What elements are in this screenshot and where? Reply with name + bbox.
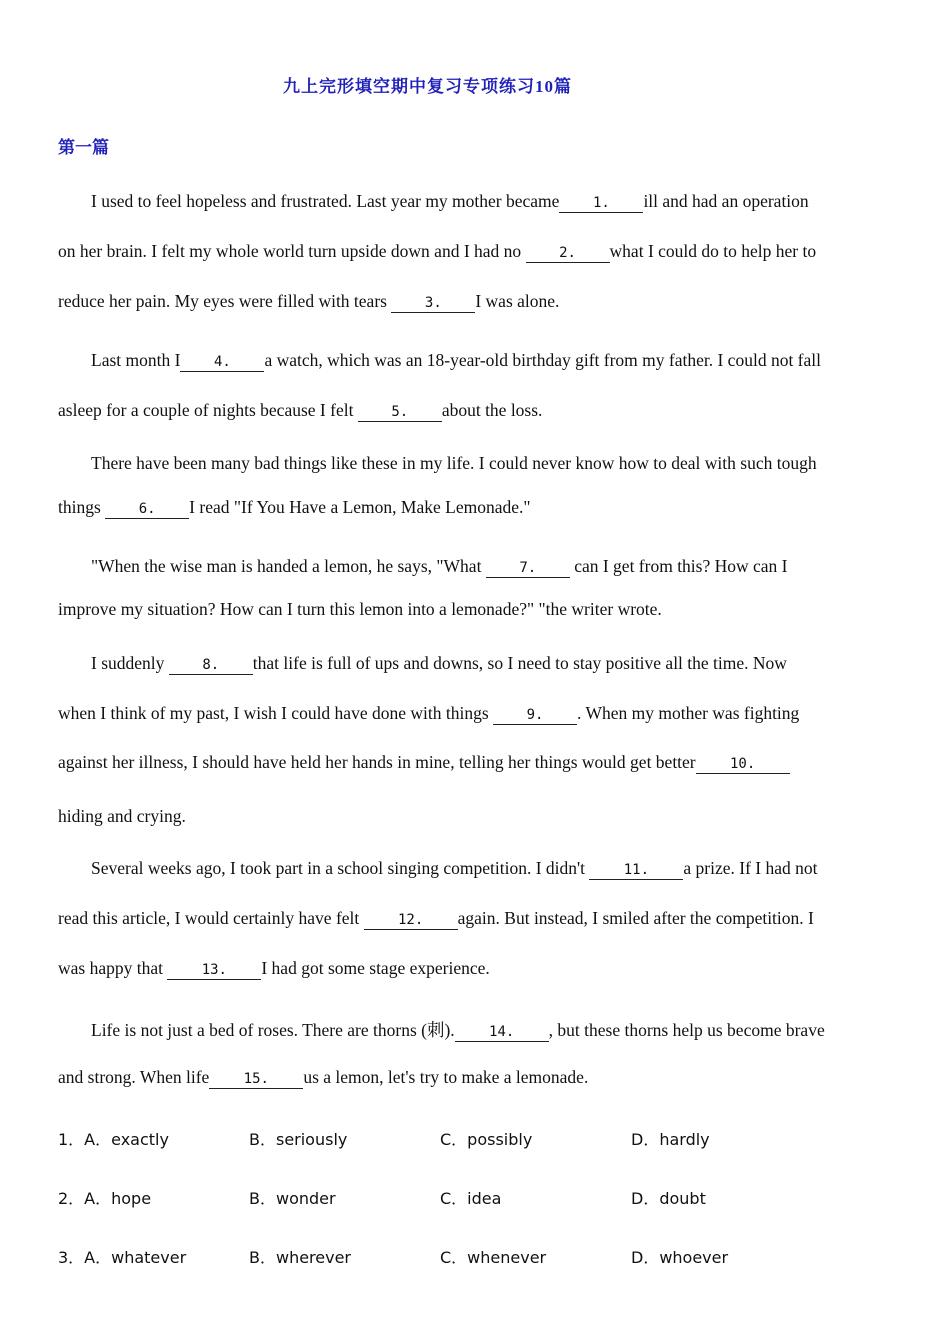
text: . When my mother was fighting bbox=[577, 703, 800, 723]
passage-line bbox=[91, 1017, 825, 1042]
passage-line bbox=[91, 556, 788, 578]
text: can I get from this? How can I bbox=[569, 556, 788, 576]
text: Life is not just a bed of roses. There are thorns (刺). bbox=[91, 1020, 455, 1040]
text: what I could do to help her to bbox=[609, 241, 817, 261]
blank-1[interactable]: 1. bbox=[559, 194, 643, 213]
text: I had got some stage experience. bbox=[261, 958, 490, 978]
passage-line: There have been many bad things like these in my life. I could never know how to deal with such tough bbox=[91, 453, 817, 473]
option-a[interactable]: 3．A．whatever bbox=[58, 1248, 187, 1267]
option-b[interactable]: B．wonder bbox=[249, 1189, 336, 1208]
option-b[interactable]: B．wherever bbox=[249, 1248, 352, 1267]
text: Last month I bbox=[91, 350, 181, 370]
text: us a lemon, let's try to make a lemonade. bbox=[303, 1067, 589, 1087]
text: I was alone. bbox=[475, 291, 560, 311]
text: again. But instead, I smiled after the competition. I bbox=[457, 908, 814, 928]
passage-line bbox=[91, 350, 821, 372]
text: when I think of my past, I wish I could have done with things bbox=[58, 703, 494, 723]
text: asleep for a couple of nights because I felt bbox=[58, 400, 358, 420]
passage-line bbox=[58, 752, 790, 774]
blank-5[interactable]: 5. bbox=[358, 403, 442, 422]
text: I read "If You Have a Lemon, Make Lemonade." bbox=[189, 497, 531, 517]
passage-line bbox=[91, 191, 809, 213]
text: Several weeks ago, I took part in a school singing competition. I didn't bbox=[91, 858, 590, 878]
text: I suddenly bbox=[91, 653, 169, 673]
passage-line bbox=[58, 291, 559, 313]
passage-line bbox=[58, 908, 814, 930]
text: about the loss. bbox=[441, 400, 543, 420]
blank-15[interactable]: 15. bbox=[209, 1070, 303, 1089]
blank-7[interactable]: 7. bbox=[486, 559, 570, 578]
text: , but these thorns help us become brave bbox=[548, 1020, 825, 1040]
text: ill and had an operation bbox=[643, 191, 809, 211]
text: I used to feel hopeless and frustrated. Last year my mother became bbox=[91, 191, 560, 211]
passage-line bbox=[58, 1067, 588, 1089]
option-c[interactable]: C．idea bbox=[440, 1189, 502, 1208]
blank-11[interactable]: 11. bbox=[589, 861, 683, 880]
option-d[interactable]: D．hardly bbox=[631, 1130, 710, 1149]
text: a watch, which was an 18-year-old birthday gift from my father. I could not fall bbox=[264, 350, 821, 370]
option-c[interactable]: C．possibly bbox=[440, 1130, 533, 1149]
page-title: 九上完形填空期中复习专项练习10篇 bbox=[283, 77, 572, 96]
passage-line bbox=[58, 241, 816, 263]
text: and strong. When life bbox=[58, 1067, 210, 1087]
passage-line bbox=[58, 400, 542, 422]
option-a[interactable]: 2．A．hope bbox=[58, 1189, 152, 1208]
passage-line bbox=[58, 703, 799, 725]
passage-line bbox=[91, 858, 818, 880]
blank-2[interactable]: 2. bbox=[526, 244, 610, 263]
passage-line bbox=[91, 653, 787, 675]
text: things bbox=[58, 497, 106, 517]
blank-9[interactable]: 9. bbox=[493, 706, 577, 725]
blank-13[interactable]: 13. bbox=[167, 961, 261, 980]
passage-line: improve my situation? How can I turn this lemon into a lemonade?" "the writer wrote. bbox=[58, 599, 662, 619]
blank-12[interactable]: 12. bbox=[364, 911, 458, 930]
blank-10[interactable]: 10. bbox=[696, 755, 790, 774]
option-d[interactable]: D．doubt bbox=[631, 1189, 706, 1208]
text: a prize. If I had not bbox=[683, 858, 818, 878]
text: on her brain. I felt my whole world turn upside down and I had no bbox=[58, 241, 526, 261]
blank-6[interactable]: 6. bbox=[105, 500, 189, 519]
text: against her illness, I should have held her hands in mine, telling her things would get better bbox=[58, 752, 696, 772]
passage-line bbox=[58, 958, 490, 980]
text: that life is full of ups and downs, so I need to stay positive all the time. Now bbox=[252, 653, 787, 673]
option-b[interactable]: B．seriously bbox=[249, 1130, 348, 1149]
blank-14[interactable]: 14. bbox=[455, 1023, 549, 1042]
text: read this article, I would certainly have felt bbox=[58, 908, 364, 928]
blank-4[interactable]: 4. bbox=[180, 353, 264, 372]
text: "When the wise man is handed a lemon, he says, "What bbox=[91, 556, 486, 576]
passage-line bbox=[58, 497, 531, 519]
option-c[interactable]: C．whenever bbox=[440, 1248, 547, 1267]
text: was happy that bbox=[58, 958, 168, 978]
section-heading: 第一篇 bbox=[58, 138, 109, 157]
passage-line: hiding and crying. bbox=[58, 806, 186, 826]
text: reduce her pain. My eyes were filled with tears bbox=[58, 291, 392, 311]
blank-8[interactable]: 8. bbox=[169, 656, 253, 675]
option-a[interactable]: 1．A．exactly bbox=[58, 1130, 169, 1149]
option-d[interactable]: D．whoever bbox=[631, 1248, 729, 1267]
blank-3[interactable]: 3. bbox=[391, 294, 475, 313]
